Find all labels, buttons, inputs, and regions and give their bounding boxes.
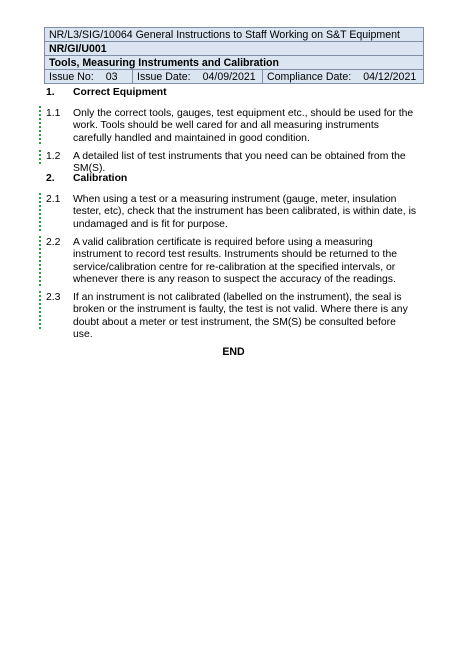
clause-text: When using a test or a measuring instrument (gauge, meter, insulation tester, etc), check that the instrument has been calibrated, is within date, is undamaged and is fit for purpose. <box>73 194 417 230</box>
section-title-text: Correct Equipment <box>73 87 167 98</box>
change-bar <box>39 106 41 144</box>
end-marker: END <box>222 346 245 358</box>
clause-number: 1.1 <box>46 108 61 119</box>
clause-text: A valid calibration certificate is required before using a measuring instrument to record test results. Instruments should be returned to the service/calibration centre for re-calibration at the specified intervals, or whenever there is any reason to suspect the accuracy of the readings. <box>73 237 398 286</box>
compliance-date-label: Compliance Date: <box>267 71 352 83</box>
clause-text: Only the correct tools, gauges, test equipment etc., should be used for the work. Tools should be well cared for and all measuring instruments carefully handled and maintained in good condition. <box>73 108 414 144</box>
compliance-date-cell <box>263 70 424 84</box>
doc-code: NR/GI/U001 <box>45 42 424 56</box>
section-number: 1. <box>46 87 55 98</box>
change-bar <box>39 193 41 231</box>
compliance-date-value: 04/12/2021 <box>363 71 417 83</box>
section-title: Tools, Measuring Instruments and Calibration <box>45 56 424 70</box>
section-title-text: Calibration <box>73 173 128 184</box>
clause-number: 2.2 <box>46 237 61 248</box>
clause-number: 1.2 <box>46 151 61 162</box>
doc-title: NR/L3/SIG/10064 General Instructions to Staff Working on S&T Equipment <box>45 28 424 42</box>
change-bar <box>39 291 41 329</box>
issue-date-label: Issue Date: <box>137 71 191 83</box>
issue-date-value: 04/09/2021 <box>202 71 256 83</box>
issue-no-cell <box>45 70 133 84</box>
clause-text: A detailed list of test instruments that you need can be obtained from the SM(S). <box>73 151 406 175</box>
issue-date-cell <box>133 70 263 84</box>
clause-number: 2.1 <box>46 194 61 205</box>
clause-number: 2.3 <box>46 292 61 303</box>
change-bar <box>39 150 41 164</box>
issue-no-label: Issue No: <box>49 71 94 83</box>
section-number: 2. <box>46 173 55 184</box>
document-header-table <box>44 27 424 84</box>
change-bar <box>39 236 41 286</box>
issue-no-value: 03 <box>105 71 118 83</box>
clause-text: If an instrument is not calibrated (labelled on the instrument), the seal is broken or the instrument is faulty, the test is not valid. Where there is any doubt about a meter or test instrument, the SM(S) be consulted before use. <box>73 292 408 341</box>
